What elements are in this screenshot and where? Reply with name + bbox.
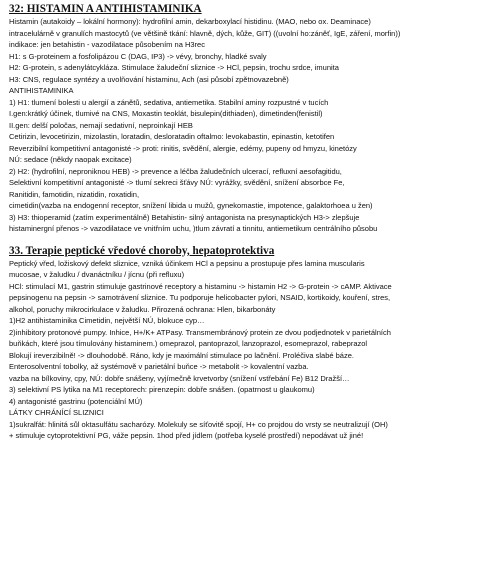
text-line: 1)sukralfát: hlinitá sůl oktasulfátu sacharózy. Molekuly se síťovitě spojí, H+ co projdou do vrsty se neutralizují (OH)	[9, 419, 388, 429]
text-line: indikace: jen betahistin - vazodilatace působením na H3rec	[9, 40, 205, 49]
text-line: H3: CNS, regulace syntézy a uvolňování histaminu, Ach (asi působí zpětnovazebně)	[9, 74, 289, 84]
text-line: histaminergní přenos -> vazodilatace ve vnitřním uchu, )tlum závratí a tinnitu, antiemetikum centrálního působu	[9, 224, 378, 233]
text-line: Peptický vřed, ložiskový defekt sliznice, vzniká účinkem HCl a pepsinu a prostupuje přes lamina muscularis	[9, 258, 365, 268]
text-line: 4) antagonisté gastrinu (potenciální MÚ)	[9, 396, 143, 406]
section-33-title: 33. Terapie peptické vředové choroby, hepatoprotektiva	[9, 244, 275, 257]
text-line: II.gen: delší poločas, nemají sedativní, neproinkají HEB	[9, 120, 193, 130]
text-line: buňkách, které jsou tímulovány histaminem.) omeprazol, pantoprazol, lanzoprazol, esomeprazol, rabeprazol	[9, 339, 368, 348]
text-line: 2)inhibitory protonové pumpy. Inhice, H+/K+ ATPasy. Transmembránový protein ze dvou podjednotek v parietálních	[9, 327, 391, 337]
subheading-latky-chranici-sliznici: LÁTKY CHRÁNÍCÍ SLIZNICI	[9, 408, 104, 417]
section-32-body	[9, 16, 493, 235]
text-line: 1)H2 antihistaminika Cimetidin, největší NÚ, blokuce cyp…	[9, 316, 205, 325]
text-line: 3) H3: thioperamid (zatím experimentálně) Betahistin- silný antagonista na presynaptických H3-> zlepšuje	[9, 212, 360, 222]
text-line: mucosae, v žaludku / dvanáctníku / jícnu (při refluxu)	[9, 270, 185, 279]
text-line: I.gen:krátký účinek, tlumivé na CNS, Moxastin teoklát, bisulepin(dithiaden), dimetinden(fenistil)	[9, 109, 323, 118]
text-line: 1) H1: tlumení bolesti u alergií a zánětů, sedativa, antiemetika. Stabilní aminy rozpustné v tucích	[9, 97, 329, 107]
text-line: 3) selektivní PS lytika na M1 receptorech: pirenzepin: dobře snášen. (opatrnost u glaukomu)	[9, 385, 315, 394]
text-line: Cetirizin, levocetirizin, mizolastin, loratadin, desloratadin oftalmo: levokabastin, epinastin, ketotifen	[9, 132, 335, 141]
text-line: H2: G-protein, s adenylátcykláza. Stimulace žaludeční sliznice -> HCl, pepsin, trochu srdce, imunita	[9, 63, 339, 72]
text-line: alkohol, poruchy mikrocirkulace v žaludku. Přirozená ochrana: Hlen, bikarbonáty	[9, 304, 276, 314]
section-32-title: 32: HISTAMIN A ANTIHISTAMINIKA	[9, 3, 202, 15]
text-line: 2) H2: (hydrofilní, neproniknou HEB) -> prevence a léčba žaludečních ulcerací, refluxní aesofagitidu,	[9, 166, 342, 176]
text-line: Histamin (autakoidy – lokální hormony): hydrofilní amin, dekarboxylací histidinu. (MAO, nebo ox. Deaminace)	[9, 17, 371, 26]
subheading-antihistaminika: ANTIHISTAMINIKA	[9, 86, 74, 95]
text-line: Selektivní kompetitivní antagonisté -> tlumí sekreci šťávy NÚ: vyrážky, svědění, snížení absorbce Fe,	[9, 178, 345, 187]
text-line: + stimuluje cytoprotektivní PG, váže pepsin. 1hod před jídlem (potřeba kyselé prostředí) nepodávat už jiné!	[9, 431, 364, 440]
text-line: Enterosolventní tobolky, až systémově v parietální buňce -> metabolit -> kovalentní vazba.	[9, 362, 309, 371]
text-line: cimetidin(vazba na endogenní receptor, snížení libida u mužů, gynekomastie, impotence, galaktorhoea u žen)	[9, 201, 373, 210]
text-line: vazba na bílkoviny, cpy, NÚ: dobře snášeny, vyjímečně krvetvorby (snížení vstřebání Fe) B12 Dražší…	[9, 373, 350, 383]
text-line: Ranitidin, famotidin, nizatidin, roxatidin,	[9, 189, 140, 199]
text-line: H1: s G-proteinem a fosfolipázou C (DAG, IP3) -> vévy, bronchy, hladké svaly	[9, 51, 267, 61]
section-gap	[9, 235, 493, 245]
text-line: Blokují ireverzibilně! -> dlouhodobě. Ráno, kdy je maximální stimulace po lačnění. Proléčiva slabé báze.	[9, 350, 354, 360]
text-line: pepsinogenu na pepsin -> samotrávení sliznice. Tu podporuje helicobacter pylori, NSAID, kortikoidy, kouření, stres,	[9, 293, 391, 302]
text-line: Reverzibilní kompetitivní antagonisté -> proti: rinitis, svědění, alergie, edémy, pupeny od hmyzu, kinetózy	[9, 143, 357, 153]
text-line: HCl: stimulací M1, gastrin stimuluje gastrinové receptory a histaminu -> histamin H2 -> G-protein -> cAMP. Aktivace	[9, 281, 392, 291]
section-33-body	[9, 258, 493, 442]
text-line: NÚ: sedace (někdy naopak excitace)	[9, 155, 132, 164]
text-line: intracelulárně v granulích mastocytů (ve většině tkání: hlavně, dých, kůže, GIT) ((uvolní ho:záněť, IgE, záření, morfin))	[9, 28, 401, 38]
